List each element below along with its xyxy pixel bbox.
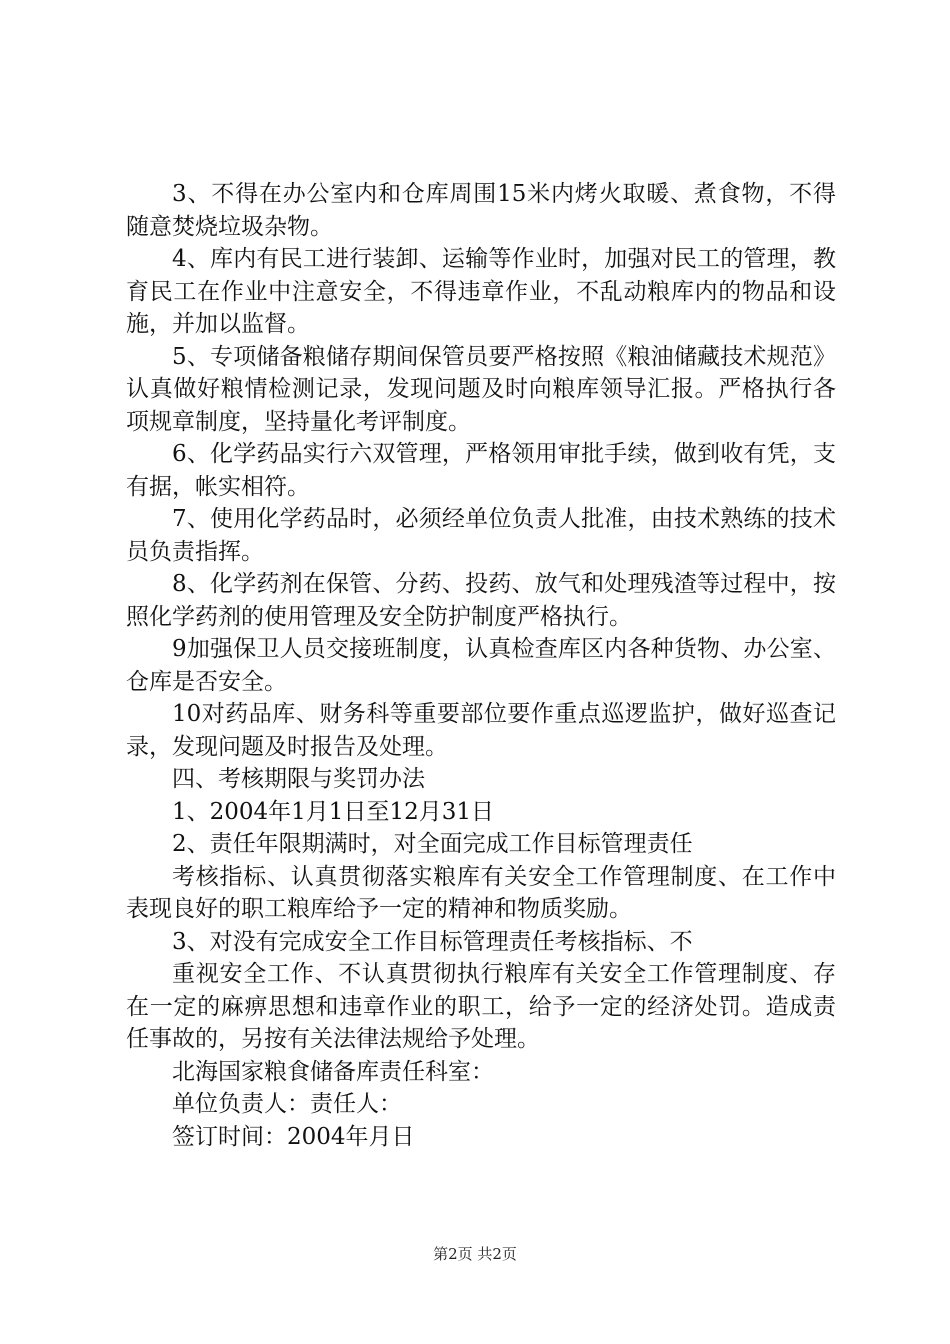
paragraph: 9加强保卫人员交接班制度，认真检查库区内各种货物、办公室、仓库是否安全。: [126, 636, 836, 695]
page-number: 第2页 共2页: [433, 1245, 517, 1263]
document-body: [126, 178, 836, 1153]
paragraph: 10对药品库、财务科等重要部位要作重点巡逻监护，做好巡查记录，发现问题及时报告及处理。: [126, 701, 836, 760]
signature-date: 签订时间：2004年月日: [172, 1123, 415, 1150]
page-footer: [0, 1244, 950, 1264]
paragraph: 4、库内有民工进行装卸、运输等作业时，加强对民工的管理，教育民工在作业中注意安全，不得违章作业，不乱动粮库内的物品和设施，并加以监督。: [126, 246, 836, 337]
paragraph: 3、对没有完成安全工作目标管理责任考核指标、不: [172, 928, 693, 955]
paragraph: 3、不得在办公室内和仓库周围15米内烤火取暖、煮食物，不得随意焚烧垃圾杂物。: [126, 181, 836, 240]
paragraph: 重视安全工作、不认真贯彻执行粮库有关安全工作管理制度、存在一定的麻痹思想和违章作业的职工，给予一定的经济处罚。造成责任事故的，另按有关法律法规给予处理。: [126, 961, 836, 1052]
paragraph: 考核指标、认真贯彻落实粮库有关安全工作管理制度、在工作中表现良好的职工粮库给予一定的精神和物质奖励。: [126, 863, 836, 922]
paragraph: 6、化学药品实行六双管理，严格领用审批手续，做到收有凭，支有据，帐实相符。: [126, 441, 836, 500]
section-heading: 四、考核期限与奖罚办法: [172, 766, 425, 792]
paragraph: 2、责任年限期满时，对全面完成工作目标管理责任: [172, 831, 693, 857]
signature-department: 北海国家粮食储备库责任科室：: [172, 1058, 494, 1085]
paragraph: 7、使用化学药品时，必须经单位负责人批准，由技术熟练的技术员负责指挥。: [126, 506, 836, 565]
paragraph: 8、化学药剂在保管、分药、投药、放气和处理残渣等过程中，按照化学药剂的使用管理及安全防护制度严格执行。: [126, 571, 836, 630]
paragraph: 5、专项储备粮储存期间保管员要严格按照《粮油储藏技术规范》认真做好粮情检测记录，发现问题及时向粮库领导汇报。严格执行各项规章制度，坚持量化考评制度。: [126, 343, 836, 435]
paragraph: 1、2004年1月1日至12月31日: [172, 798, 494, 825]
signature-persons: 单位负责人：责任人：: [172, 1091, 402, 1117]
